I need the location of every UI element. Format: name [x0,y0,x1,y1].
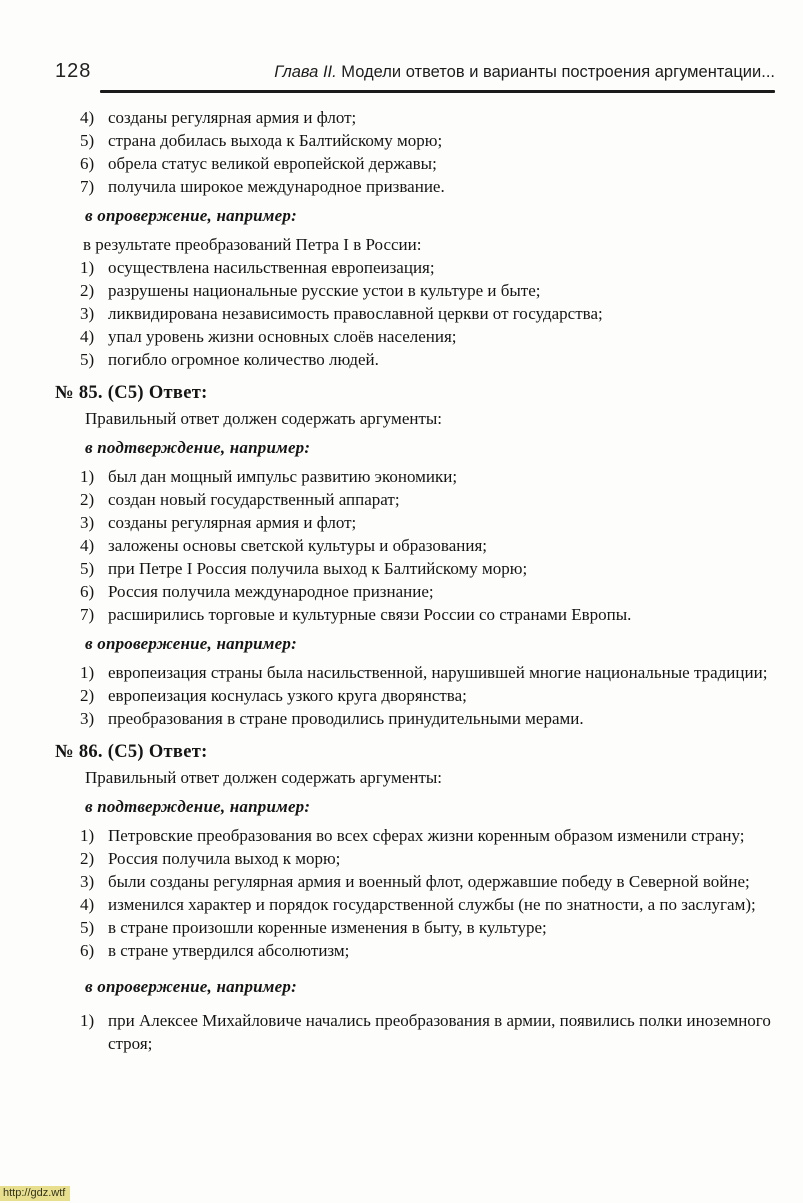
item-text: изменился характер и порядок государственной службы (не по знатности, а по заслугам); [108,895,756,914]
list-item [55,557,774,580]
item-text: созданы регулярная армия и флот; [108,108,357,127]
list-item [55,661,774,684]
item-number: 4) [80,327,95,346]
item-number: 5) [80,918,95,937]
item-text: европеизация коснулась узкого круга дворянства; [108,686,467,705]
list-item [55,1009,774,1055]
item-number: 1) [80,1011,95,1030]
q85-confirm-list [55,465,774,626]
item-number: 1) [80,467,95,486]
list-item [55,175,774,198]
item-text: погибло огромное количество людей. [108,350,379,369]
item-number: 2) [80,849,95,868]
item-number: 6) [80,941,95,960]
item-number: 7) [80,605,95,624]
item-text: обрела статус великой европейской державы; [108,154,437,173]
item-text: созданы регулярная армия и флот; [108,513,357,532]
list-item [55,893,774,916]
list-item [55,465,774,488]
item-text: был дан мощный импульс развитию экономики; [108,467,458,486]
list-item [55,129,774,152]
item-text: европеизация страны была насильственной, нарушившей многие национальные традиции; [108,663,768,682]
item-text: были созданы регулярная армия и военный флот, одержавшие победу в Северной войне; [108,872,750,891]
item-number: 2) [80,686,95,705]
list-item [55,603,774,626]
refutation-intro: в результате преобразований Петра I в России: [83,235,422,254]
q85-refute-list [55,661,774,730]
question-85-title: № 85. (С5) Ответ: [55,383,208,403]
item-text: расширились торговые и культурные связи России со странами Европы. [108,605,632,624]
list-item [55,916,774,939]
item-number: 6) [80,154,95,173]
list-item [55,152,774,175]
list-item [55,348,774,371]
page-number: 128 [55,60,92,82]
item-text: при Петре I Россия получила выход к Балтийскому морю; [108,559,528,578]
list-item [55,684,774,707]
list-item [55,824,774,847]
item-number: 5) [80,131,95,150]
list-item [55,534,774,557]
item-number: 1) [80,663,95,682]
q86-refute-list [55,1009,774,1055]
list-item [55,106,774,129]
item-number: 4) [80,895,95,914]
chapter-title: Модели ответов и варианты построения аргументации... [341,63,775,81]
item-text: упал уровень жизни основных слоёв населения; [108,327,457,346]
item-text: в стране произошли коренные изменения в быту, в культуре; [108,918,547,937]
item-text: получила широкое международное призвание. [108,177,445,196]
list-item [55,707,774,730]
item-number: 2) [80,281,95,300]
item-text: создан новый государственный аппарат; [108,490,400,509]
item-text: страна добилась выхода к Балтийскому морю; [108,131,443,150]
list-item [55,511,774,534]
item-text: осуществлена насильственная европеизация; [108,258,435,277]
item-number: 3) [80,304,95,323]
list-item [55,256,774,279]
list-item [55,279,774,302]
watermark: http://gdz.wtf [0,1186,70,1201]
refutation-list [55,256,774,371]
item-number: 2) [80,490,95,509]
item-number: 4) [80,108,95,127]
list-item [55,302,774,325]
item-number: 1) [80,258,95,277]
q86-confirm-list [55,824,774,962]
list-item [55,580,774,603]
item-number: 4) [80,536,95,555]
list-item [55,847,774,870]
item-number: 3) [80,872,95,891]
refute-heading: в опровержение, например: [85,977,297,996]
confirm-heading: в подтверждение, например: [85,797,311,816]
page-content [55,106,774,1055]
item-number: 6) [80,582,95,601]
item-text: Россия получила международное признание; [108,582,434,601]
question-86-lead: Правильный ответ должен содержать аргументы: [85,768,443,787]
item-number: 1) [80,826,95,845]
confirm-heading: в подтверждение, например: [85,438,311,457]
page-header [55,60,775,83]
item-text: Россия получила выход к морю; [108,849,341,868]
item-number: 7) [80,177,95,196]
item-text: преобразования в стране проводились принудительными мерами. [108,709,584,728]
item-text: Петровские преобразования во всех сферах жизни коренным образом изменили страну; [108,826,745,845]
item-text: при Алексее Михайловиче начались преобразования в армии, появились полки иноземного строя; [108,1011,771,1053]
item-number: 5) [80,350,95,369]
question-86-title: № 86. (С5) Ответ: [55,742,208,762]
intro-list [55,106,774,198]
refutation-heading: в опровержение, например: [85,206,297,225]
item-text: ликвидирована независимость православной церкви от государства; [108,304,603,323]
list-item [55,488,774,511]
refute-heading: в опровержение, например: [85,634,297,653]
chapter-label: Глава II. [274,63,337,81]
item-number: 3) [80,709,95,728]
item-text: в стране утвердился абсолютизм; [108,941,350,960]
item-number: 3) [80,513,95,532]
list-item [55,939,774,962]
chapter-heading [274,63,775,82]
item-text: разрушены национальные русские устои в культуре и быте; [108,281,541,300]
list-item [55,325,774,348]
item-text: заложены основы светской культуры и образования; [108,536,487,555]
header-rule [100,90,775,93]
list-item [55,870,774,893]
item-number: 5) [80,559,95,578]
question-85-lead: Правильный ответ должен содержать аргументы: [85,409,443,428]
